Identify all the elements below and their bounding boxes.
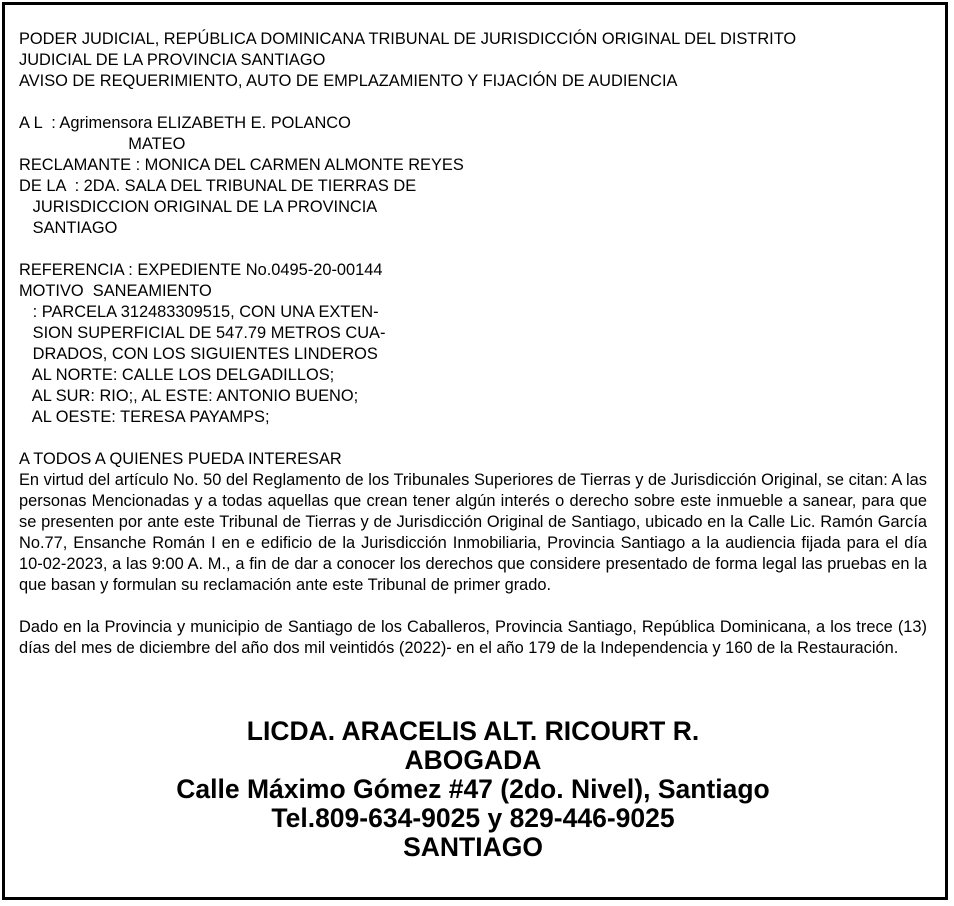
al-line-1: A L : Agrimensora ELIZABETH E. POLANCO xyxy=(19,114,351,132)
boundary-line: AL OESTE: TERESA PAYAMPS; xyxy=(19,408,270,426)
lawyer-phone: Tel.809-634-9025 y 829-446-9025 xyxy=(271,803,675,833)
lawyer-name: LICDA. ARACELIS ALT. RICOURT R. xyxy=(246,716,700,746)
boundary-line: AL NORTE: CALLE LOS DELGADILLOS; xyxy=(19,366,335,384)
spacer xyxy=(19,92,927,113)
referencia-line: REFERENCIA : EXPEDIENTE No.0495-20-00144 xyxy=(19,261,383,279)
dela-line-2: JURISDICCION ORIGINAL DE LA PROVINCIA xyxy=(19,198,378,216)
spacer xyxy=(19,596,927,617)
parcel-detail-line: SION SUPERFICIAL DE 547.79 METROS CUA- xyxy=(19,324,386,342)
notice-heading: A TODOS A QUIENES PUEDA INTERESAR xyxy=(19,450,342,468)
notice-content xyxy=(19,29,927,659)
citation-paragraph: En virtud del artículo No. 50 del Reglamento de los Tribunales Superiores de Tierras y de Jurisdicción Original, se citan: A las personas Mencionadas y a todas aquellas que crean tener algún interés o derecho sobre este inmueble a sanear, para que se presenten por ante este Tribunal de Tierras y de Jurisdicción Original de Santiago, ubicado en la Calle Lic. Ramón García No.77, Ensanche Román I en e edificio de la Jurisdicción Inmobiliaria, Provincia Santiago a la audiencia fijada para el día 10-02-2023, a las 9:00 A. M., a fin de dar a conocer los derechos que considere presentado de forma legal las pruebas en la que basan y formulan su reclamación ante este Tribunal de primer grado. xyxy=(19,471,927,594)
spacer xyxy=(19,239,927,260)
lawyer-title: ABOGADA xyxy=(404,745,542,775)
motivo-line: MOTIVO SANEAMIENTO xyxy=(19,282,212,300)
signature-block xyxy=(0,717,946,862)
dated-paragraph: Dado en la Provincia y municipio de Santiago de los Caballeros, Provincia Santiago, República Dominicana, a los trece (13) días del mes de diciembre del año dos mil veintidós (2022)- en el año 179 de la Independencia y 160 de la Restauración. xyxy=(19,618,927,657)
boundary-line: AL SUR: RIO;, AL ESTE: ANTONIO BUENO; xyxy=(19,387,359,405)
spacer xyxy=(19,428,927,449)
parcel-detail-line: DRADOS, CON LOS SIGUIENTES LINDEROS xyxy=(19,345,378,363)
reclamante-line: RECLAMANTE : MONICA DEL CARMEN ALMONTE REYES xyxy=(19,156,464,174)
header-line-1: PODER JUDICIAL, REPÚBLICA DOMINICANA TRIBUNAL DE JURISDICCIÓN ORIGINAL DEL DISTRITO xyxy=(19,30,797,48)
al-line-2: MATEO xyxy=(19,135,186,153)
header-line-2: JUDICIAL DE LA PROVINCIA SANTIAGO xyxy=(19,51,326,69)
parcel-detail-line: : PARCELA 312483309515, CON UNA EXTEN- xyxy=(19,303,379,321)
dela-line-3: SANTIAGO xyxy=(19,219,118,237)
header-line-3: AVISO DE REQUERIMIENTO, AUTO DE EMPLAZAMIENTO Y FIJACIÓN DE AUDIENCIA xyxy=(19,72,678,90)
lawyer-city: SANTIAGO xyxy=(403,832,543,862)
lawyer-address: Calle Máximo Gómez #47 (2do. Nivel), Santiago xyxy=(176,774,770,804)
dela-line-1: DE LA : 2DA. SALA DEL TRIBUNAL DE TIERRAS DE xyxy=(19,177,417,195)
